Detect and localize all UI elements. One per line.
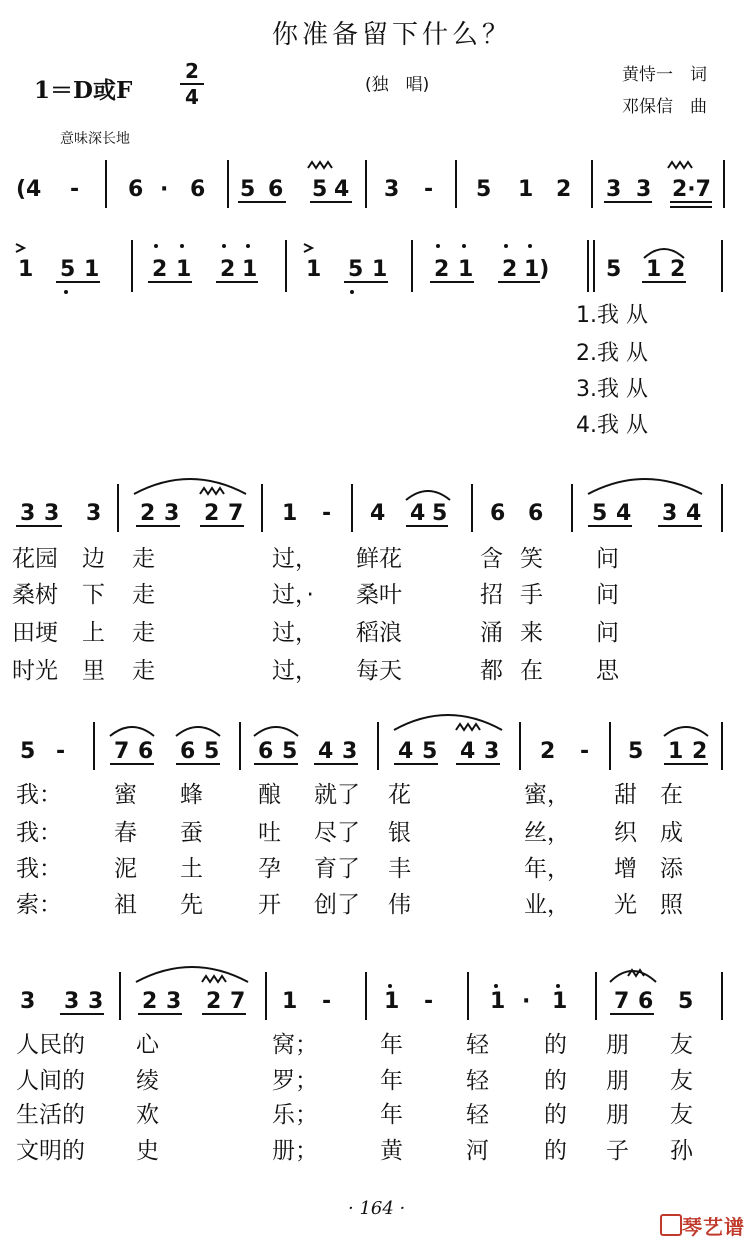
note: 6 <box>180 739 196 764</box>
performance-type: (独 唱) <box>365 75 430 95</box>
lyric: 轻 <box>466 1068 489 1094</box>
lyric: 轻 <box>466 1032 489 1058</box>
lyric: 春 <box>114 820 137 846</box>
note: 1 <box>372 257 388 282</box>
lyric: 走 <box>132 658 155 684</box>
lyric: 尽了 <box>314 820 360 846</box>
note: 5 <box>628 739 644 764</box>
lyric: 的 <box>544 1138 567 1164</box>
note: 1) <box>524 257 550 282</box>
page-number: · 164 · <box>348 1198 406 1219</box>
lyric: 就了 <box>314 782 360 808</box>
note: 6 <box>268 177 284 202</box>
lyric: 朋 <box>606 1032 629 1058</box>
lyric: 来 <box>520 620 543 646</box>
note: 6 <box>128 177 144 202</box>
lyric: 笑 <box>520 546 543 572</box>
note: 5 <box>348 257 364 282</box>
tempo-marking: 意味深长地 <box>60 131 130 147</box>
watermark-logo <box>660 1210 746 1238</box>
note: 4 <box>370 501 386 526</box>
note: 4 <box>398 739 414 764</box>
note: 6 <box>490 501 506 526</box>
note: 7 <box>228 501 244 526</box>
lyric: 育了 <box>314 856 360 882</box>
note: 3 <box>86 501 102 526</box>
note: 5 <box>20 739 36 764</box>
lyric: 友 <box>670 1102 693 1128</box>
lyric: 册； <box>272 1138 318 1164</box>
lyric: 业， <box>524 892 570 918</box>
note: 2 <box>140 501 156 526</box>
lyric: 在 <box>660 782 683 808</box>
lyric: 绫 <box>136 1068 159 1094</box>
lyric: 过， <box>272 546 318 572</box>
lyric: 开 <box>258 892 281 918</box>
lyric: 人民的 <box>16 1032 85 1058</box>
note: · <box>522 989 531 1014</box>
lyric: 的 <box>544 1068 567 1094</box>
lyric: 孙 <box>670 1138 693 1164</box>
lyric: 子 <box>606 1138 629 1164</box>
lyric: 生活的 <box>16 1102 85 1128</box>
lyric: 伟 <box>388 892 411 918</box>
note: 5 <box>432 501 448 526</box>
note: 6 <box>528 501 544 526</box>
note: 5 <box>606 257 622 282</box>
lyric: 蚕 <box>180 820 203 846</box>
note: 1 <box>306 257 322 282</box>
note: 2 <box>142 989 158 1014</box>
note: 1 <box>458 257 474 282</box>
note: 3 <box>484 739 500 764</box>
key-signature: 1＝D或F <box>34 77 133 104</box>
lyric: 走 <box>132 620 155 646</box>
note: 4 <box>686 501 702 526</box>
note: 3 <box>64 989 80 1014</box>
note: 3 <box>342 739 358 764</box>
system-2 <box>18 257 685 282</box>
lyric: 窝； <box>272 1032 318 1058</box>
lyric: 轻 <box>466 1102 489 1128</box>
lyric: 田埂 <box>12 620 58 646</box>
note: 1 <box>242 257 258 282</box>
lyric: 在 <box>520 658 543 684</box>
lyric: 的 <box>544 1032 567 1058</box>
note: 3 <box>636 177 652 202</box>
lyric: 稻浪 <box>356 620 402 646</box>
note: 4 <box>616 501 632 526</box>
lyric: 桑叶 <box>356 582 402 608</box>
note: 1 <box>518 177 534 202</box>
note: 6 <box>258 739 274 764</box>
lyric: 走 <box>132 582 155 608</box>
note: - <box>322 989 332 1014</box>
lyric: 添 <box>660 856 683 882</box>
lyric: 下 <box>82 582 105 608</box>
lyric: 边 <box>82 546 105 572</box>
lyric: 过，· <box>272 582 314 608</box>
lyric: 照 <box>660 892 683 918</box>
system-1 <box>16 177 711 202</box>
composer-credit: 邓保信 曲 <box>622 97 707 117</box>
note: 2 <box>220 257 236 282</box>
lyric: 含 <box>480 546 503 572</box>
lyric: 过， <box>272 620 318 646</box>
lyric: 蜜 <box>114 782 137 808</box>
note: 1 <box>552 989 568 1014</box>
lyric: 我： <box>16 856 62 882</box>
lyric: 泥 <box>114 856 137 882</box>
lyric: 乐； <box>272 1102 318 1128</box>
note: 6 <box>638 989 654 1014</box>
meter-top: 2 <box>185 59 199 83</box>
note: - <box>56 739 66 764</box>
note: 3 <box>384 177 400 202</box>
lyric: 创了 <box>314 892 360 918</box>
lyric: 银 <box>388 820 411 846</box>
lyric: 过， <box>272 658 318 684</box>
note: 3 <box>44 501 60 526</box>
note: 1 <box>282 989 298 1014</box>
lyric: 都 <box>480 658 503 684</box>
lyric: 酿 <box>258 782 281 808</box>
verse-start-4: 4.我 从 <box>576 413 648 438</box>
lyric: 河 <box>466 1138 489 1164</box>
lyric: 问 <box>596 546 619 572</box>
note: 3 <box>166 989 182 1014</box>
watermark-icon <box>660 1214 682 1236</box>
note: - <box>70 177 80 202</box>
note: 1 <box>18 257 34 282</box>
note: 7 <box>230 989 246 1014</box>
meter-bottom: 4 <box>185 85 199 109</box>
lyric: 吐 <box>258 820 281 846</box>
note: 2·7 <box>672 177 711 202</box>
lyric: 成 <box>660 820 683 846</box>
lyric: 史 <box>136 1138 159 1164</box>
verse-start-1: 1.我 从 <box>576 303 648 328</box>
note: 4 <box>334 177 350 202</box>
lyric: 心 <box>136 1032 159 1058</box>
lyric: 光 <box>614 892 637 918</box>
note: (4 <box>16 177 42 202</box>
lyric: 索： <box>16 892 62 918</box>
note: 5 <box>312 177 328 202</box>
note: 2 <box>204 501 220 526</box>
lyric: 丰 <box>388 856 411 882</box>
note: - <box>424 177 434 202</box>
system-3 <box>20 501 701 526</box>
note: 5 <box>476 177 492 202</box>
lyric: 增 <box>614 856 637 882</box>
lyric: 花园 <box>12 546 58 572</box>
note: 5 <box>60 257 76 282</box>
note: 2 <box>434 257 450 282</box>
note: 2 <box>670 257 686 282</box>
note: 3 <box>606 177 622 202</box>
lyric: 的 <box>544 1102 567 1128</box>
lyric: 朋 <box>606 1068 629 1094</box>
note: 5 <box>240 177 256 202</box>
lyric: 人间的 <box>16 1068 85 1094</box>
lyric: 里 <box>82 658 105 684</box>
note: - <box>424 989 434 1014</box>
note: 6 <box>190 177 206 202</box>
note: 3 <box>88 989 104 1014</box>
note: 2 <box>502 257 518 282</box>
lyric: 友 <box>670 1068 693 1094</box>
note: 3 <box>20 501 36 526</box>
lyric: 欢 <box>136 1102 159 1128</box>
note: - <box>580 739 590 764</box>
lyric: 土 <box>180 856 203 882</box>
note: 3 <box>164 501 180 526</box>
note: 3 <box>20 989 36 1014</box>
note: · <box>160 177 169 202</box>
lyric: 甜 <box>614 782 637 808</box>
note: 3 <box>662 501 678 526</box>
note: 2 <box>206 989 222 1014</box>
lyric: 手 <box>520 582 543 608</box>
note: 5 <box>282 739 298 764</box>
note: 1 <box>84 257 100 282</box>
lyric: 年 <box>380 1102 403 1128</box>
note: 2 <box>692 739 708 764</box>
note: 1 <box>282 501 298 526</box>
lyric: 鲜花 <box>356 546 402 572</box>
lyric: 罗； <box>272 1068 318 1094</box>
lyric: 上 <box>82 620 105 646</box>
lyric: 桑树 <box>12 582 58 608</box>
system-5-dots <box>388 984 560 988</box>
song-title: 你准备留下什么？ <box>272 20 513 50</box>
lyric: 文明的 <box>16 1138 85 1164</box>
note: 1 <box>668 739 684 764</box>
note: 5 <box>422 739 438 764</box>
note: - <box>322 501 332 526</box>
lyricist-credit: 黄恃一 词 <box>622 65 707 85</box>
note: 5 <box>204 739 220 764</box>
lyric: 花 <box>388 782 411 808</box>
lyric: 时光 <box>12 658 58 684</box>
lyric: 蜂 <box>180 782 203 808</box>
lyric: 每天 <box>356 658 402 684</box>
note: 5 <box>678 989 694 1014</box>
note: 2 <box>556 177 572 202</box>
note: 4 <box>460 739 476 764</box>
lyric: 年 <box>380 1068 403 1094</box>
note: 5 <box>592 501 608 526</box>
system-4 <box>20 739 707 764</box>
lyric: 我： <box>16 820 62 846</box>
lyric: 我： <box>16 782 62 808</box>
watermark-text: 琴艺谱 <box>682 1215 745 1239</box>
lyric: 友 <box>670 1032 693 1058</box>
lyric: 涌 <box>480 620 503 646</box>
note: 1 <box>176 257 192 282</box>
note: 7 <box>114 739 130 764</box>
note: 7 <box>614 989 630 1014</box>
lyric: 先 <box>180 892 203 918</box>
lyric: 走 <box>132 546 155 572</box>
lyric: 黄 <box>380 1138 403 1164</box>
note: 4 <box>318 739 334 764</box>
lyric: 招 <box>480 582 503 608</box>
note: 1 <box>646 257 662 282</box>
lyric: 丝， <box>524 820 570 846</box>
note: 2 <box>540 739 556 764</box>
verse-start-3: 3.我 从 <box>576 377 648 402</box>
note: 1 <box>384 989 400 1014</box>
lyric: 织 <box>614 820 637 846</box>
note: 1 <box>490 989 506 1014</box>
lyric: 年， <box>524 856 570 882</box>
note: 6 <box>138 739 154 764</box>
note: 2 <box>152 257 168 282</box>
note: 4 <box>410 501 426 526</box>
lyric: 年 <box>380 1032 403 1058</box>
lyric: 思 <box>596 658 619 684</box>
lyric: 祖 <box>114 892 137 918</box>
lyric: 蜜， <box>524 782 570 808</box>
verse-start-2: 2.我 从 <box>576 341 648 366</box>
lyric: 孕 <box>258 856 281 882</box>
lyric: 问 <box>596 620 619 646</box>
lyric: 问 <box>596 582 619 608</box>
lyric: 朋 <box>606 1102 629 1128</box>
